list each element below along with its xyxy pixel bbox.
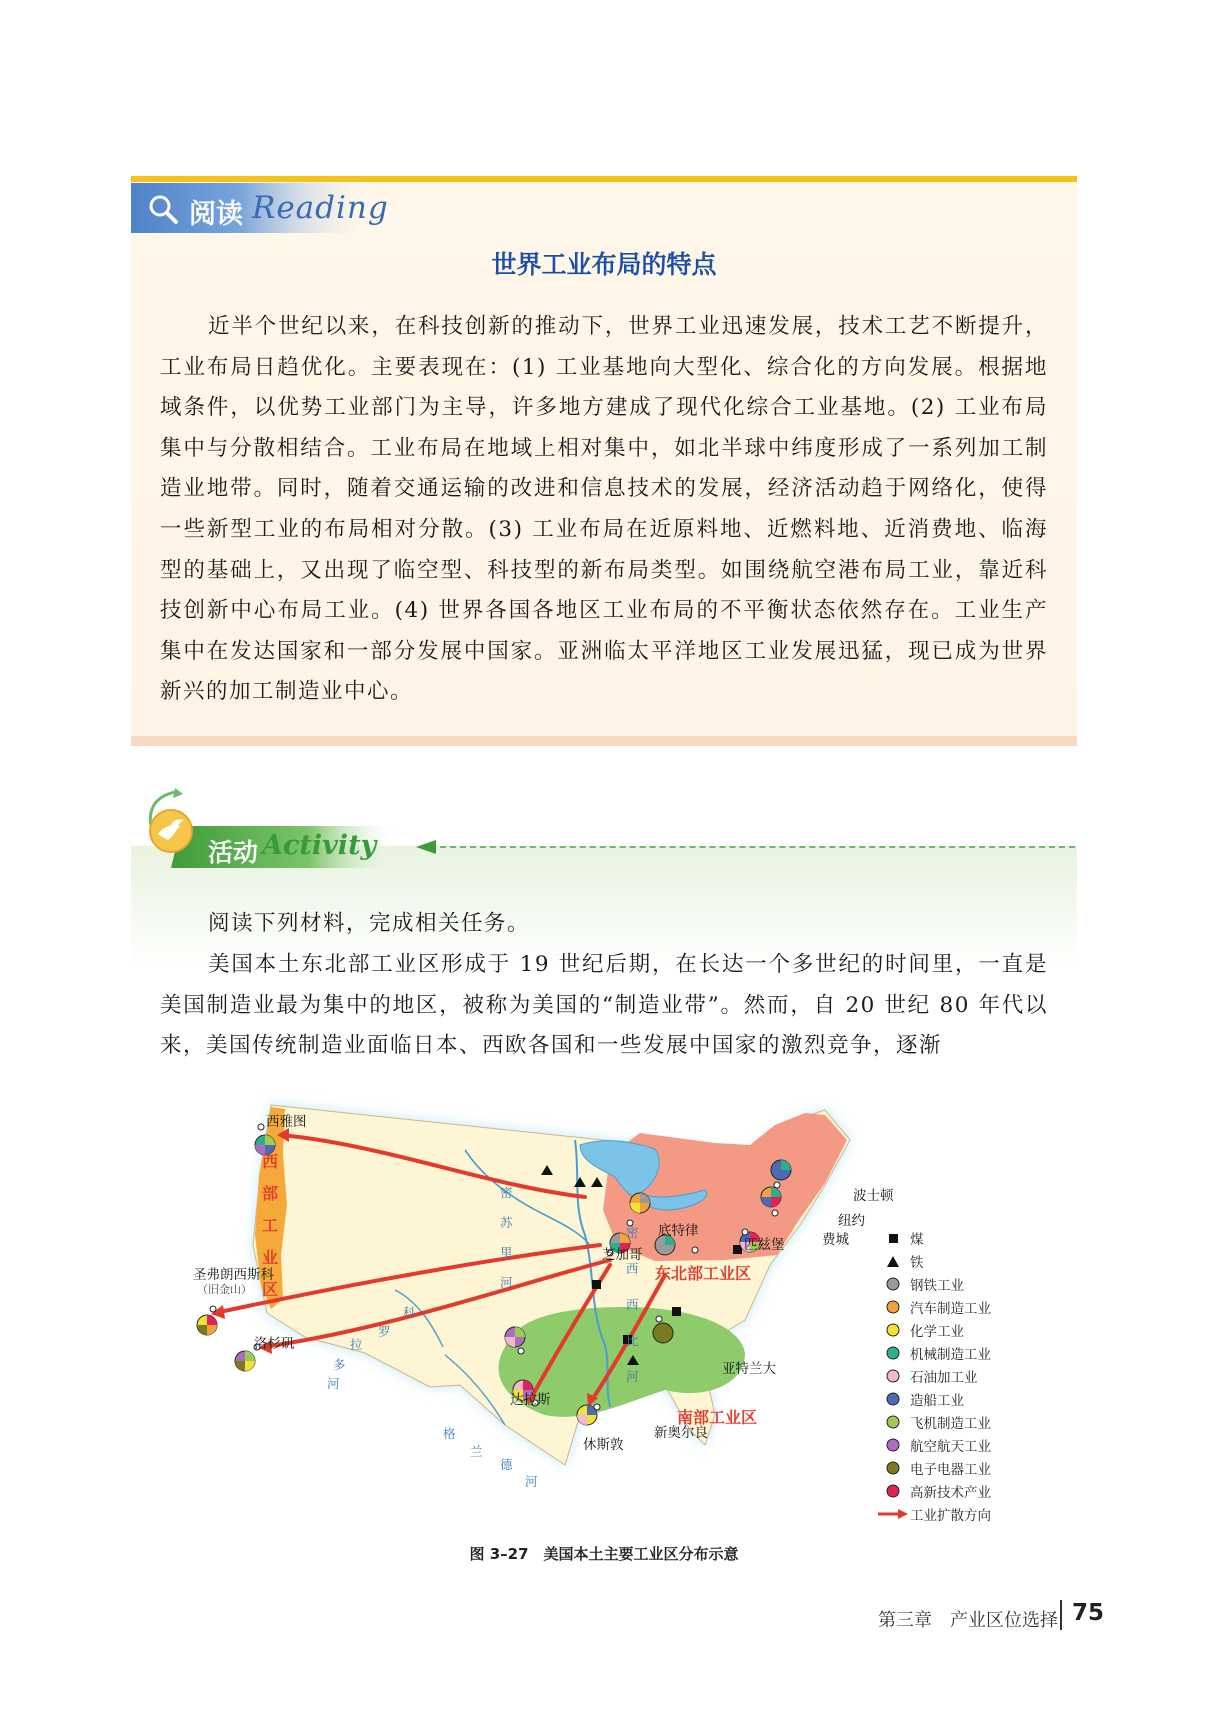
legend-item-auto: 汽车制造工业 — [876, 1297, 991, 1317]
region-label-south: 南部工业区 — [677, 1408, 758, 1427]
reading-tab-label: 阅读 — [189, 199, 243, 230]
aircraft-circle-icon — [876, 1415, 910, 1429]
river-label-mississippi: 密 西 西 比 河 — [626, 1225, 639, 1384]
figure-caption: 图 3–27 美国本土主要工业区分布示意 — [469, 1545, 739, 1563]
city-label-sf: 圣弗朗西斯科 — [193, 1267, 274, 1283]
city-label-atlanta: 亚特兰大 — [722, 1361, 776, 1377]
dove-icon — [148, 808, 194, 854]
legend-item-steel: 钢铁工业 — [876, 1274, 964, 1294]
industry-pie-atlanta — [653, 1323, 673, 1343]
legend-item-aircraft: 飞机制造工业 — [876, 1412, 991, 1432]
river-label-colorado-2: 罗 — [378, 1324, 391, 1339]
page-number: 75 — [1072, 1600, 1105, 1626]
hightech-circle-icon — [876, 1484, 910, 1498]
machinery-circle-icon — [876, 1346, 910, 1360]
city-label-la: 洛杉矶 — [254, 1336, 295, 1352]
usa-industry-map — [185, 1085, 905, 1525]
industry-pie-newyork — [761, 1187, 781, 1207]
magnifier-icon — [147, 193, 179, 225]
river-label-colorado-1: 科 — [403, 1305, 416, 1320]
city-label-boston: 波士顿 — [853, 1188, 894, 1204]
coal-square-icon — [876, 1234, 910, 1243]
region-label-west: 西 部 工 业 区 — [262, 1152, 279, 1299]
city-label-philadelphia: 费城 — [822, 1232, 849, 1248]
city-label-neworleans: 新奥尔良 — [654, 1425, 708, 1441]
river-label-riogrande-3: 德 — [500, 1457, 513, 1472]
legend-item-iron: 铁 — [876, 1251, 924, 1271]
river-label-riogrande-1: 格 — [443, 1426, 456, 1441]
legend-item-petroleum: 石油加工业 — [876, 1366, 978, 1386]
reading-title: 世界工业布局的特点 — [491, 250, 717, 279]
shipbuilding-circle-icon — [876, 1392, 910, 1406]
legend-item-hightech: 高新技术产业 — [876, 1481, 991, 1501]
petroleum-circle-icon — [876, 1369, 910, 1383]
diffusion-arrow-icon — [876, 1509, 910, 1519]
city-label-sf-alt: （旧金山） — [197, 1283, 252, 1296]
city-label-newyork: 纽约 — [838, 1213, 865, 1229]
legend-item-shipbuilding: 造船工业 — [876, 1389, 964, 1409]
footer-divider — [1060, 1600, 1062, 1630]
industry-pie-la — [235, 1351, 255, 1371]
city-label-seattle: 西雅图 — [266, 1114, 307, 1130]
reading-paragraph: 近半个世纪以来，在科技创新的推动下，世界工业迅速发展，技术工艺不断提升，工业布局日趋优化。主要表现在：(1) 工业基地向大型化、综合化的方向发展。根据地域条件，以优势工业部门为主导，许多地方建成了现代化综合工业基地。(2) 工业布局集中与分散相结合。工业布局在地域上相对集中，如北半球中纬度形成了一系列加工制造业地带。同时，随着交通运输的改进和信息技术的发展，经济活动趋于网络化，使得一些新型工业的布局相对分散。(3) 工业布局在近原料地、近燃料地、近消费地、临海型的基础上，又出现了临空型、科技型的新布局类型。如围绕航空港布局工业，靠近科技创新中心布局工业。(4) 世界各国各地区工业布局的不平衡状态依然存在。工业生产集中在发达国家和一部分发展中国家。亚洲临太平洋地区工业发展迅猛，现已成为世界新兴的加工制造业中心。 — [160, 314, 1048, 705]
reading-top-rule — [131, 176, 1077, 182]
reading-tab-english: Reading — [252, 190, 389, 226]
river-label-colorado-4: 多 — [333, 1357, 346, 1372]
legend-item-electronics: 电子电器工业 — [876, 1458, 991, 1478]
industry-pie-boston — [771, 1160, 791, 1180]
legend-item-machinery: 机械制造工业 — [876, 1343, 991, 1363]
activity-intro: 阅读下列材料，完成相关任务。 — [208, 911, 531, 936]
auto-circle-icon — [876, 1300, 910, 1314]
city-label-pittsburgh: 匹兹堡 — [744, 1237, 785, 1253]
activity-paragraph: 美国本土东北部工业区形成于 19 世纪后期，在长达一个多世纪的时间里，一直是美国制造业最为集中的地区，被称为美国的“制造业带”。然而，自 20 世纪 80 年代以来，美国传统制造业面临日本、西欧各国和一些发展中国家的激烈竞争，逐渐 — [160, 952, 1048, 1059]
legend-item-aerospace: 航空航天工业 — [876, 1435, 991, 1455]
legend-item-chemical: 化学工业 — [876, 1320, 964, 1340]
activity-dashed-rule — [420, 846, 1075, 848]
river-label-colorado-5: 河 — [327, 1376, 340, 1391]
city-label-dallas: 达拉斯 — [510, 1392, 551, 1408]
river-label-riogrande-2: 兰 — [470, 1444, 483, 1459]
industry-pie-dallas — [505, 1327, 525, 1347]
iron-triangle-icon — [876, 1256, 910, 1267]
aerospace-circle-icon — [876, 1438, 910, 1452]
activity-tab-label: 活动 — [208, 838, 259, 867]
city-label-houston: 休斯敦 — [583, 1437, 624, 1453]
legend-item-coal: 煤 — [876, 1228, 924, 1248]
reading-bottom-rule — [131, 736, 1077, 746]
city-label-detroit: 底特律 — [658, 1223, 699, 1239]
city-label-chicago: 芝加哥 — [602, 1247, 643, 1263]
river-label-riogrande-4: 河 — [525, 1474, 538, 1489]
industry-pie-detroit — [630, 1193, 650, 1213]
region-label-northeast: 东北部工业区 — [655, 1264, 752, 1283]
footer-chapter: 第三章 产业区位选择 — [878, 1610, 1058, 1631]
industry-pie-sf — [197, 1315, 217, 1335]
river-label-missouri: 密 苏 里 河 — [500, 1185, 513, 1290]
activity-tab-english: Activity — [262, 830, 377, 861]
river-label-colorado-3: 拉 — [350, 1337, 363, 1352]
steel-circle-icon — [876, 1277, 910, 1291]
chemical-circle-icon — [876, 1323, 910, 1337]
legend-item-diffusion: 工业扩散方向 — [876, 1504, 991, 1524]
electronics-circle-icon — [876, 1461, 910, 1475]
